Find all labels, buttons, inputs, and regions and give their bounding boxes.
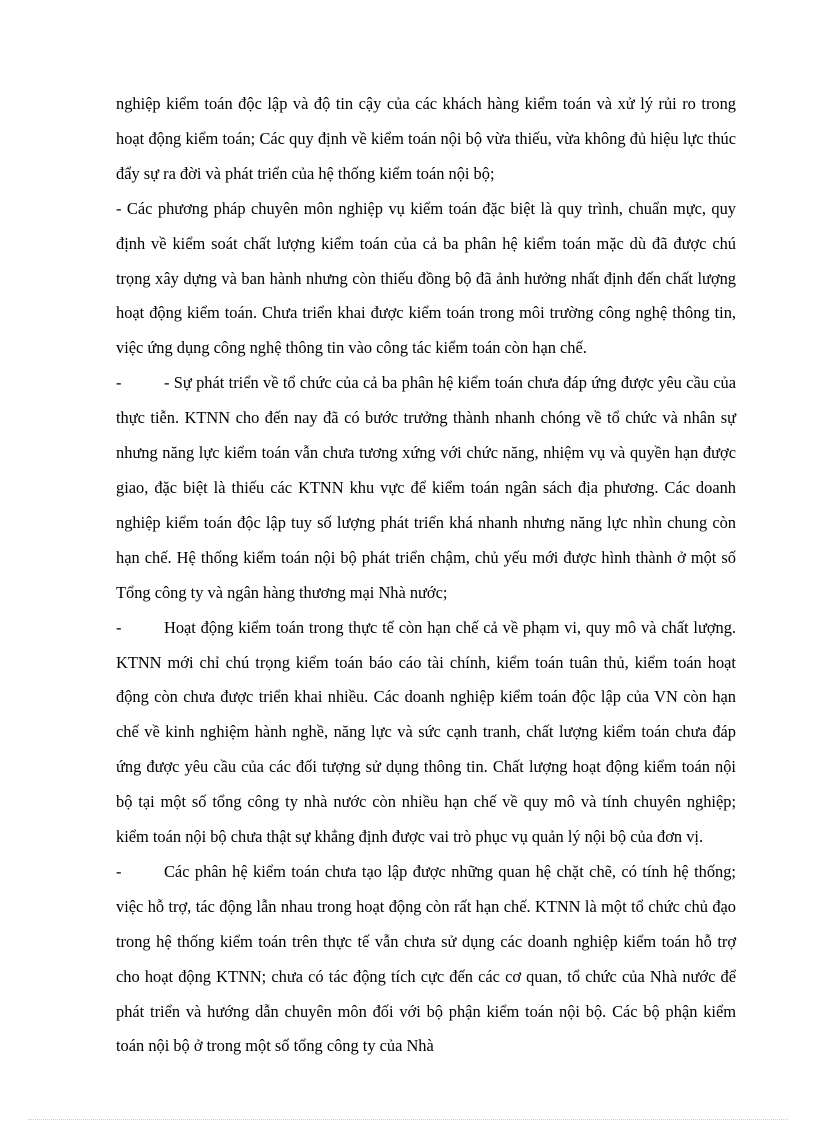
- paragraph-text: Hoạt động kiểm toán trong thực tế còn hạn chế cả về phạm vi, quy mô và chất lượng. KTNN mới chỉ chú trọng kiểm toán báo cáo tài chính, kiểm toán tuân thủ, kiểm toán hoạt động còn chưa được triển khai nhiều. Các doanh nghiệp kiểm toán độc lập của VN còn hạn chế về kinh nghiệm hành nghề, năng lực và sức cạnh tranh, chất lượng kiểm toán chưa đáp ứng được yêu cầu của các đối tượng sử dụng thông tin. Chất lượng hoạt động kiểm toán nội bộ tại một số tổng công ty nhà nước còn nhiều hạn chế về quy mô và tính chuyên nghiệp; kiểm toán nội bộ chưa thật sự khẳng định được vai trò phục vụ quản lý nội bộ của đơn vị.: [116, 617, 736, 847]
- list-dash: -: [116, 373, 122, 393]
- paragraph-text: nghiệp kiểm toán độc lập và độ tin cậy của các khách hàng kiểm toán và xử lý rủi ro trong hoạt động kiểm toán; Các quy định về kiểm toán nội bộ vừa thiếu, vừa không đủ hiệu lực thúc đẩy sự ra đời và phát triển của hệ thống kiểm toán nội bộ;: [116, 94, 736, 183]
- paragraph-text: - Sự phát triển về tổ chức của cả ba phân hệ kiểm toán chưa đáp ứng được yêu cầu của thực tiễn. KTNN cho đến nay đã có bước trưởng thành nhanh chóng về tổ chức và nhân sự nhưng năng lực kiểm toán vẫn chưa tương xứng với chức năng, nhiệm vụ và quyền hạn được giao, đặc biệt là thiếu các KTNN khu vực để kiểm toán ngân sách địa phương. Các doanh nghiệp kiểm toán độc lập tuy số lượng phát triển khá nhanh nhưng năng lực nhìn chung còn hạn chế. Hệ thống kiểm toán nội bộ phát triển chậm, chủ yếu mới được hình thành ở một số Tổng công ty và ngân hàng thương mại Nhà nước;: [116, 373, 736, 602]
- paragraph-text: Các phân hệ kiểm toán chưa tạo lập được những quan hệ chặt chẽ, có tính hệ thống; việc hỗ trợ, tác động lẫn nhau trong hoạt động còn rất hạn chế. KTNN là một tổ chức chủ đạo trong hệ thống kiểm toán trên thực tế vẫn chưa sử dụng các doanh nghiệp kiểm toán hỗ trợ cho hoạt động KTNN; chưa có tác động tích cực đến các cơ quan, tổ chức của Nhà nước để phát triển và hướng dẫn chuyên môn đối với bộ phận kiểm toán nội bộ. Các bộ phận kiểm toán nội bộ ở trong một số tổng công ty của Nhà: [116, 861, 736, 1056]
- paragraph-3: [116, 366, 736, 610]
- document-page: [116, 87, 736, 1064]
- paragraph-5: [116, 855, 736, 1064]
- list-dash: -: [116, 617, 122, 637]
- paragraph-1: [116, 87, 736, 192]
- list-dash: -: [116, 861, 122, 881]
- paragraph-text: - Các phương pháp chuyên môn nghiệp vụ kiểm toán đặc biệt là quy trình, chuẩn mực, quy định về kiểm soát chất lượng kiểm toán của cả ba phân hệ kiểm toán mặc dù đã được chú trọng xây dựng và ban hành nhưng còn thiếu đồng bộ đã ảnh hưởng nhất định đến chất lượng hoạt động kiểm toán. Chưa triển khai được kiểm toán trong môi trường công nghệ thông tin, việc ứng dụng công nghệ thông tin vào công tác kiểm toán còn hạn chế.: [116, 198, 736, 358]
- page-bottom-divider: [28, 1119, 788, 1120]
- paragraph-4: [116, 611, 736, 855]
- paragraph-2: [116, 192, 736, 367]
